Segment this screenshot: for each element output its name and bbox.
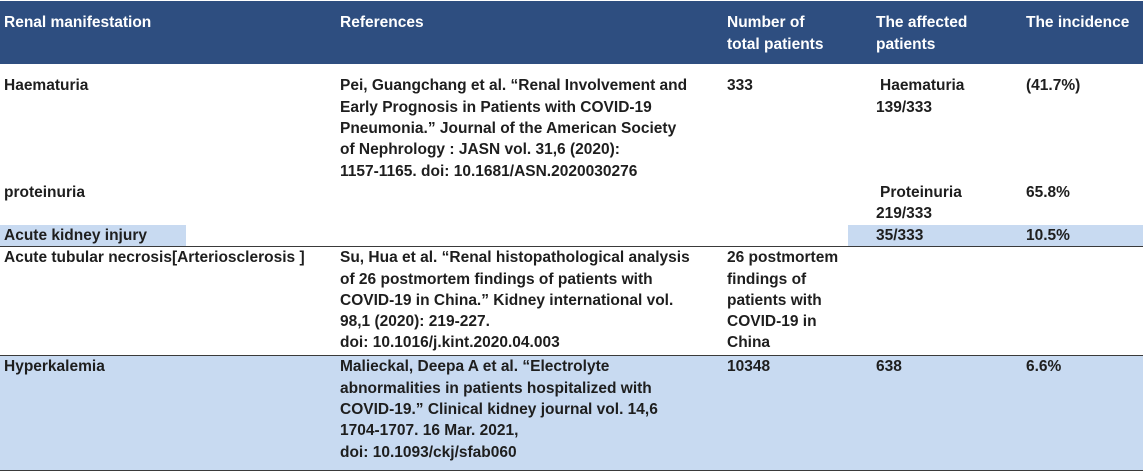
- total-patients-line: COVID-19 in: [727, 313, 817, 331]
- cell-manifestation: [4, 247, 305, 268]
- cell-total-patients: [727, 247, 838, 353]
- affected-count: 35/333: [876, 226, 924, 244]
- reference-line: doi: 10.1016/j.kint.2020.04.003: [340, 334, 560, 352]
- row-divider: [0, 355, 1143, 356]
- incidence-text: (41.7%): [1026, 77, 1081, 95]
- incidence-text: 10.5%: [1026, 226, 1070, 244]
- cell-reference: [340, 356, 658, 462]
- cell-incidence: [1026, 75, 1080, 96]
- table-bottom-border: [0, 470, 1143, 471]
- affected-count: 219/333: [876, 205, 933, 223]
- table-row-acute-tubular-necrosis: [0, 247, 1143, 352]
- reference-line: Pei, Guangchang et al. “Renal Involvement and: [340, 77, 688, 95]
- cell-affected-patients: [876, 225, 923, 246]
- reference-line: doi: 10.1093/ckj/sfab060: [340, 443, 517, 461]
- reference-line: COVID-19 in China.” Kidney international vol.: [340, 291, 674, 309]
- affected-count: 638: [876, 358, 902, 376]
- total-patients-text: 10348: [727, 358, 771, 376]
- cell-manifestation: [4, 182, 85, 203]
- cell-affected-patients: [876, 356, 902, 377]
- header-renal-manifestation: [4, 12, 151, 33]
- table-row-hyperkalemia: [0, 356, 1143, 461]
- reference-line: Pneumonia.” Journal of the American Society: [340, 119, 677, 137]
- table-row-haematuria: [0, 75, 1143, 180]
- cell-manifestation: [4, 225, 147, 246]
- cell-affected-patients: [876, 182, 962, 225]
- reference-line: 1157-1165. doi: 10.1681/ASN.2020030276: [340, 162, 638, 180]
- header-label: References: [340, 14, 424, 32]
- header-references: [340, 12, 424, 33]
- manifestation-text: Acute tubular necrosis[Arteriosclerosis ]: [4, 249, 305, 267]
- reference-line: Early Prognosis in Patients with COVID-19: [340, 98, 652, 116]
- total-patients-line: findings of: [727, 270, 807, 288]
- table-header-row: [0, 1, 1143, 64]
- table-row-proteinuria: [0, 182, 1143, 223]
- header-label: The incidence: [1026, 14, 1130, 32]
- incidence-text: 65.8%: [1026, 183, 1070, 201]
- cell-affected-patients: [876, 75, 964, 118]
- cell-manifestation: [4, 75, 88, 96]
- reference-line: 98,1 (2020): 219-227.: [340, 313, 490, 331]
- header-affected-patients: [876, 12, 967, 55]
- manifestation-text: Hyperkalemia: [4, 358, 105, 376]
- reference-line: 1704-1707. 16 Mar. 2021,: [340, 422, 519, 440]
- reference-line: of Nephrology : JASN vol. 31,6 (2020):: [340, 141, 620, 159]
- cell-manifestation: [4, 356, 105, 377]
- header-label-line: total patients: [727, 35, 824, 53]
- manifestation-text: Haematuria: [4, 77, 89, 95]
- manifestation-text: proteinuria: [4, 183, 85, 201]
- affected-label: Haematuria: [880, 77, 965, 95]
- header-label-line: Number of: [727, 14, 805, 32]
- cell-incidence: [1026, 356, 1061, 377]
- total-patients-line: China: [727, 334, 771, 352]
- table-row-acute-kidney-injury: [0, 225, 1143, 244]
- reference-line: Malieckal, Deepa A et al. “Electrolyte: [340, 358, 610, 376]
- header-label-line: patients: [876, 35, 936, 53]
- cell-total-patients: [727, 75, 753, 96]
- cell-total-patients: [727, 356, 770, 377]
- reference-line: abnormalities in patients hospitalized with: [340, 379, 652, 397]
- cell-reference: [340, 247, 690, 353]
- total-patients-text: 333: [727, 77, 753, 95]
- incidence-text: 6.6%: [1026, 358, 1062, 376]
- affected-label: Proteinuria: [880, 183, 962, 201]
- cell-incidence: [1026, 182, 1070, 203]
- reference-line: Su, Hua et al. “Renal histopathological analysis: [340, 249, 690, 267]
- manifestation-text: Acute kidney injury: [4, 226, 147, 244]
- reference-line: COVID-19.” Clinical kidney journal vol. 14,6: [340, 400, 658, 418]
- header-number-of-total-patients: [727, 12, 823, 55]
- reference-line: of 26 postmortem findings of patients with: [340, 270, 653, 288]
- cell-reference: [340, 75, 687, 181]
- total-patients-line: 26 postmortem: [727, 249, 839, 267]
- cell-incidence: [1026, 225, 1070, 246]
- header-label: Renal manifestation: [4, 14, 152, 32]
- total-patients-line: patients with: [727, 291, 822, 309]
- affected-count: 139/333: [876, 98, 933, 116]
- header-incidence: [1026, 12, 1129, 33]
- header-label-line: The affected: [876, 14, 968, 32]
